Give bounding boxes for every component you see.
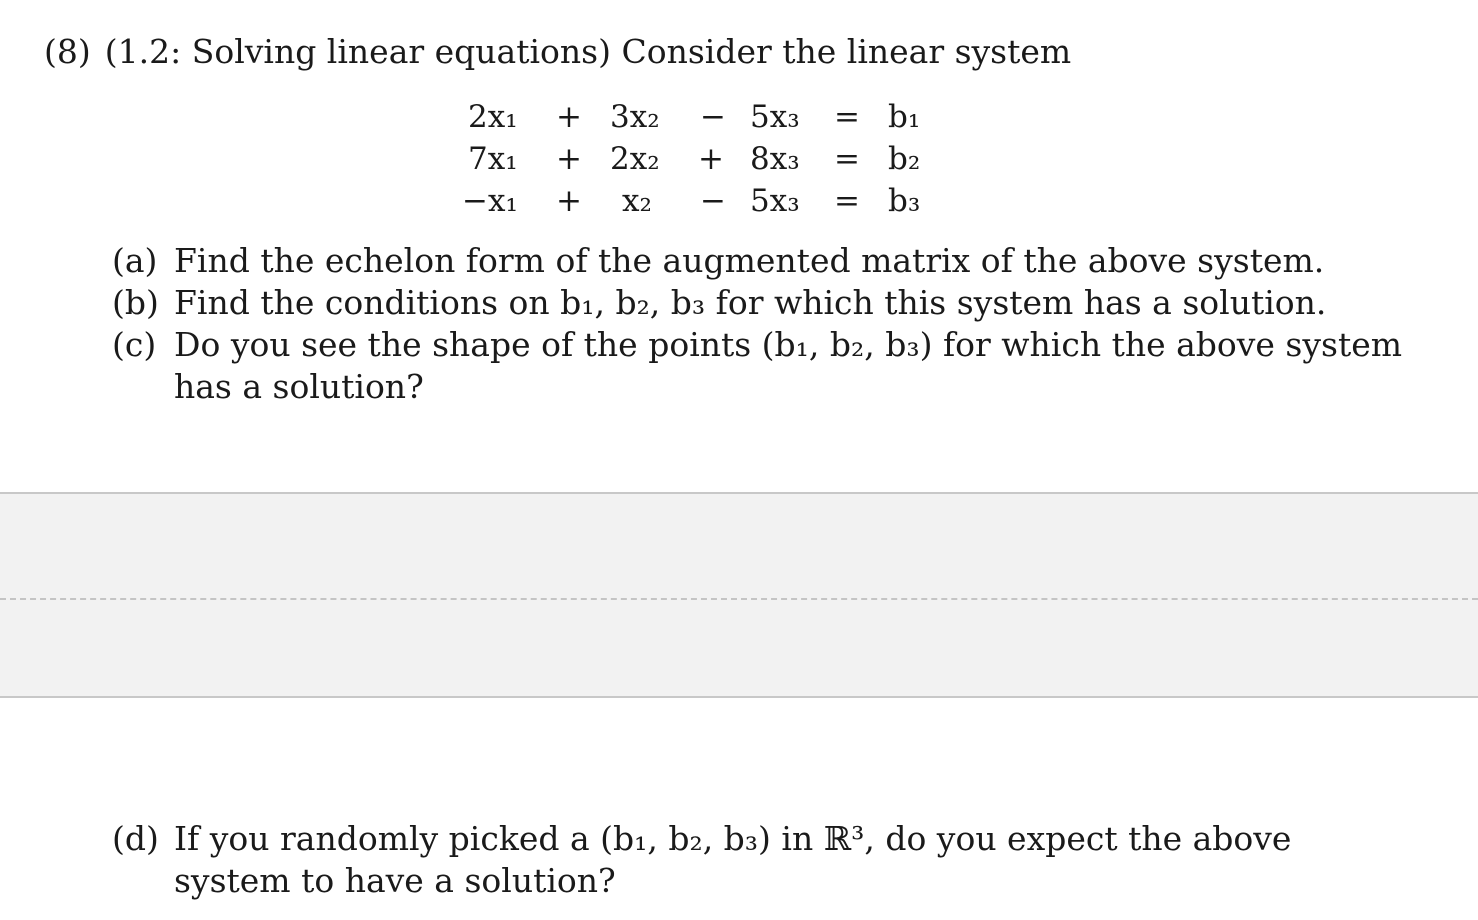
part-b (112, 282, 1412, 324)
problem-title: (1.2: Solving linear equations) Consider the linear system (104, 32, 1072, 71)
coef-term: −x₁ (462, 183, 518, 219)
answer-area[interactable] (0, 492, 1478, 698)
operator: + (698, 141, 724, 177)
coef-term: x₂ (622, 183, 652, 219)
part-b-text: Find the conditions on b₁, b₂, b₃ for which this system has a solution. (174, 283, 1327, 322)
question-parts (112, 240, 1412, 408)
coef-term: 8x₃ (750, 141, 800, 177)
equals-sign: = (834, 99, 860, 135)
coef-term: 2x₁ (468, 99, 518, 135)
part-c-text: Do you see the shape of the points (b₁, b₂, b₃) for which the above system has a solution? (174, 325, 1403, 406)
part-c-label: (c) (112, 325, 157, 364)
coef-term: 7x₁ (468, 141, 518, 177)
part-d (112, 818, 1412, 902)
rhs-term: b₂ (888, 141, 921, 177)
part-d-text: If you randomly picked a (b₁, b₂, b₃) in ℝ³, do you expect the above system to have a solution? (174, 819, 1292, 900)
dashed-divider (0, 598, 1478, 600)
operator: − (700, 99, 726, 135)
part-d-label: (d) (112, 819, 159, 858)
part-b-label: (b) (112, 283, 159, 322)
problem-number: (8) (44, 32, 91, 71)
operator: + (556, 99, 582, 135)
operator: + (556, 183, 582, 219)
coef-term: 2x₂ (610, 141, 660, 177)
equals-sign: = (834, 183, 860, 219)
operator: − (700, 183, 726, 219)
equals-sign: = (834, 141, 860, 177)
rhs-term: b₃ (888, 183, 921, 219)
part-a (112, 240, 1412, 282)
question-part-d (112, 818, 1412, 902)
part-a-label: (a) (112, 241, 158, 280)
coef-term: 5x₃ (750, 183, 800, 219)
part-a-text: Find the echelon form of the augmented matrix of the above system. (174, 241, 1325, 280)
rhs-term: b₁ (888, 99, 921, 135)
part-c (112, 324, 1412, 408)
coef-term: 3x₂ (610, 99, 660, 135)
coef-term: 5x₃ (750, 99, 800, 135)
operator: + (556, 141, 582, 177)
problem-header (44, 28, 1071, 76)
